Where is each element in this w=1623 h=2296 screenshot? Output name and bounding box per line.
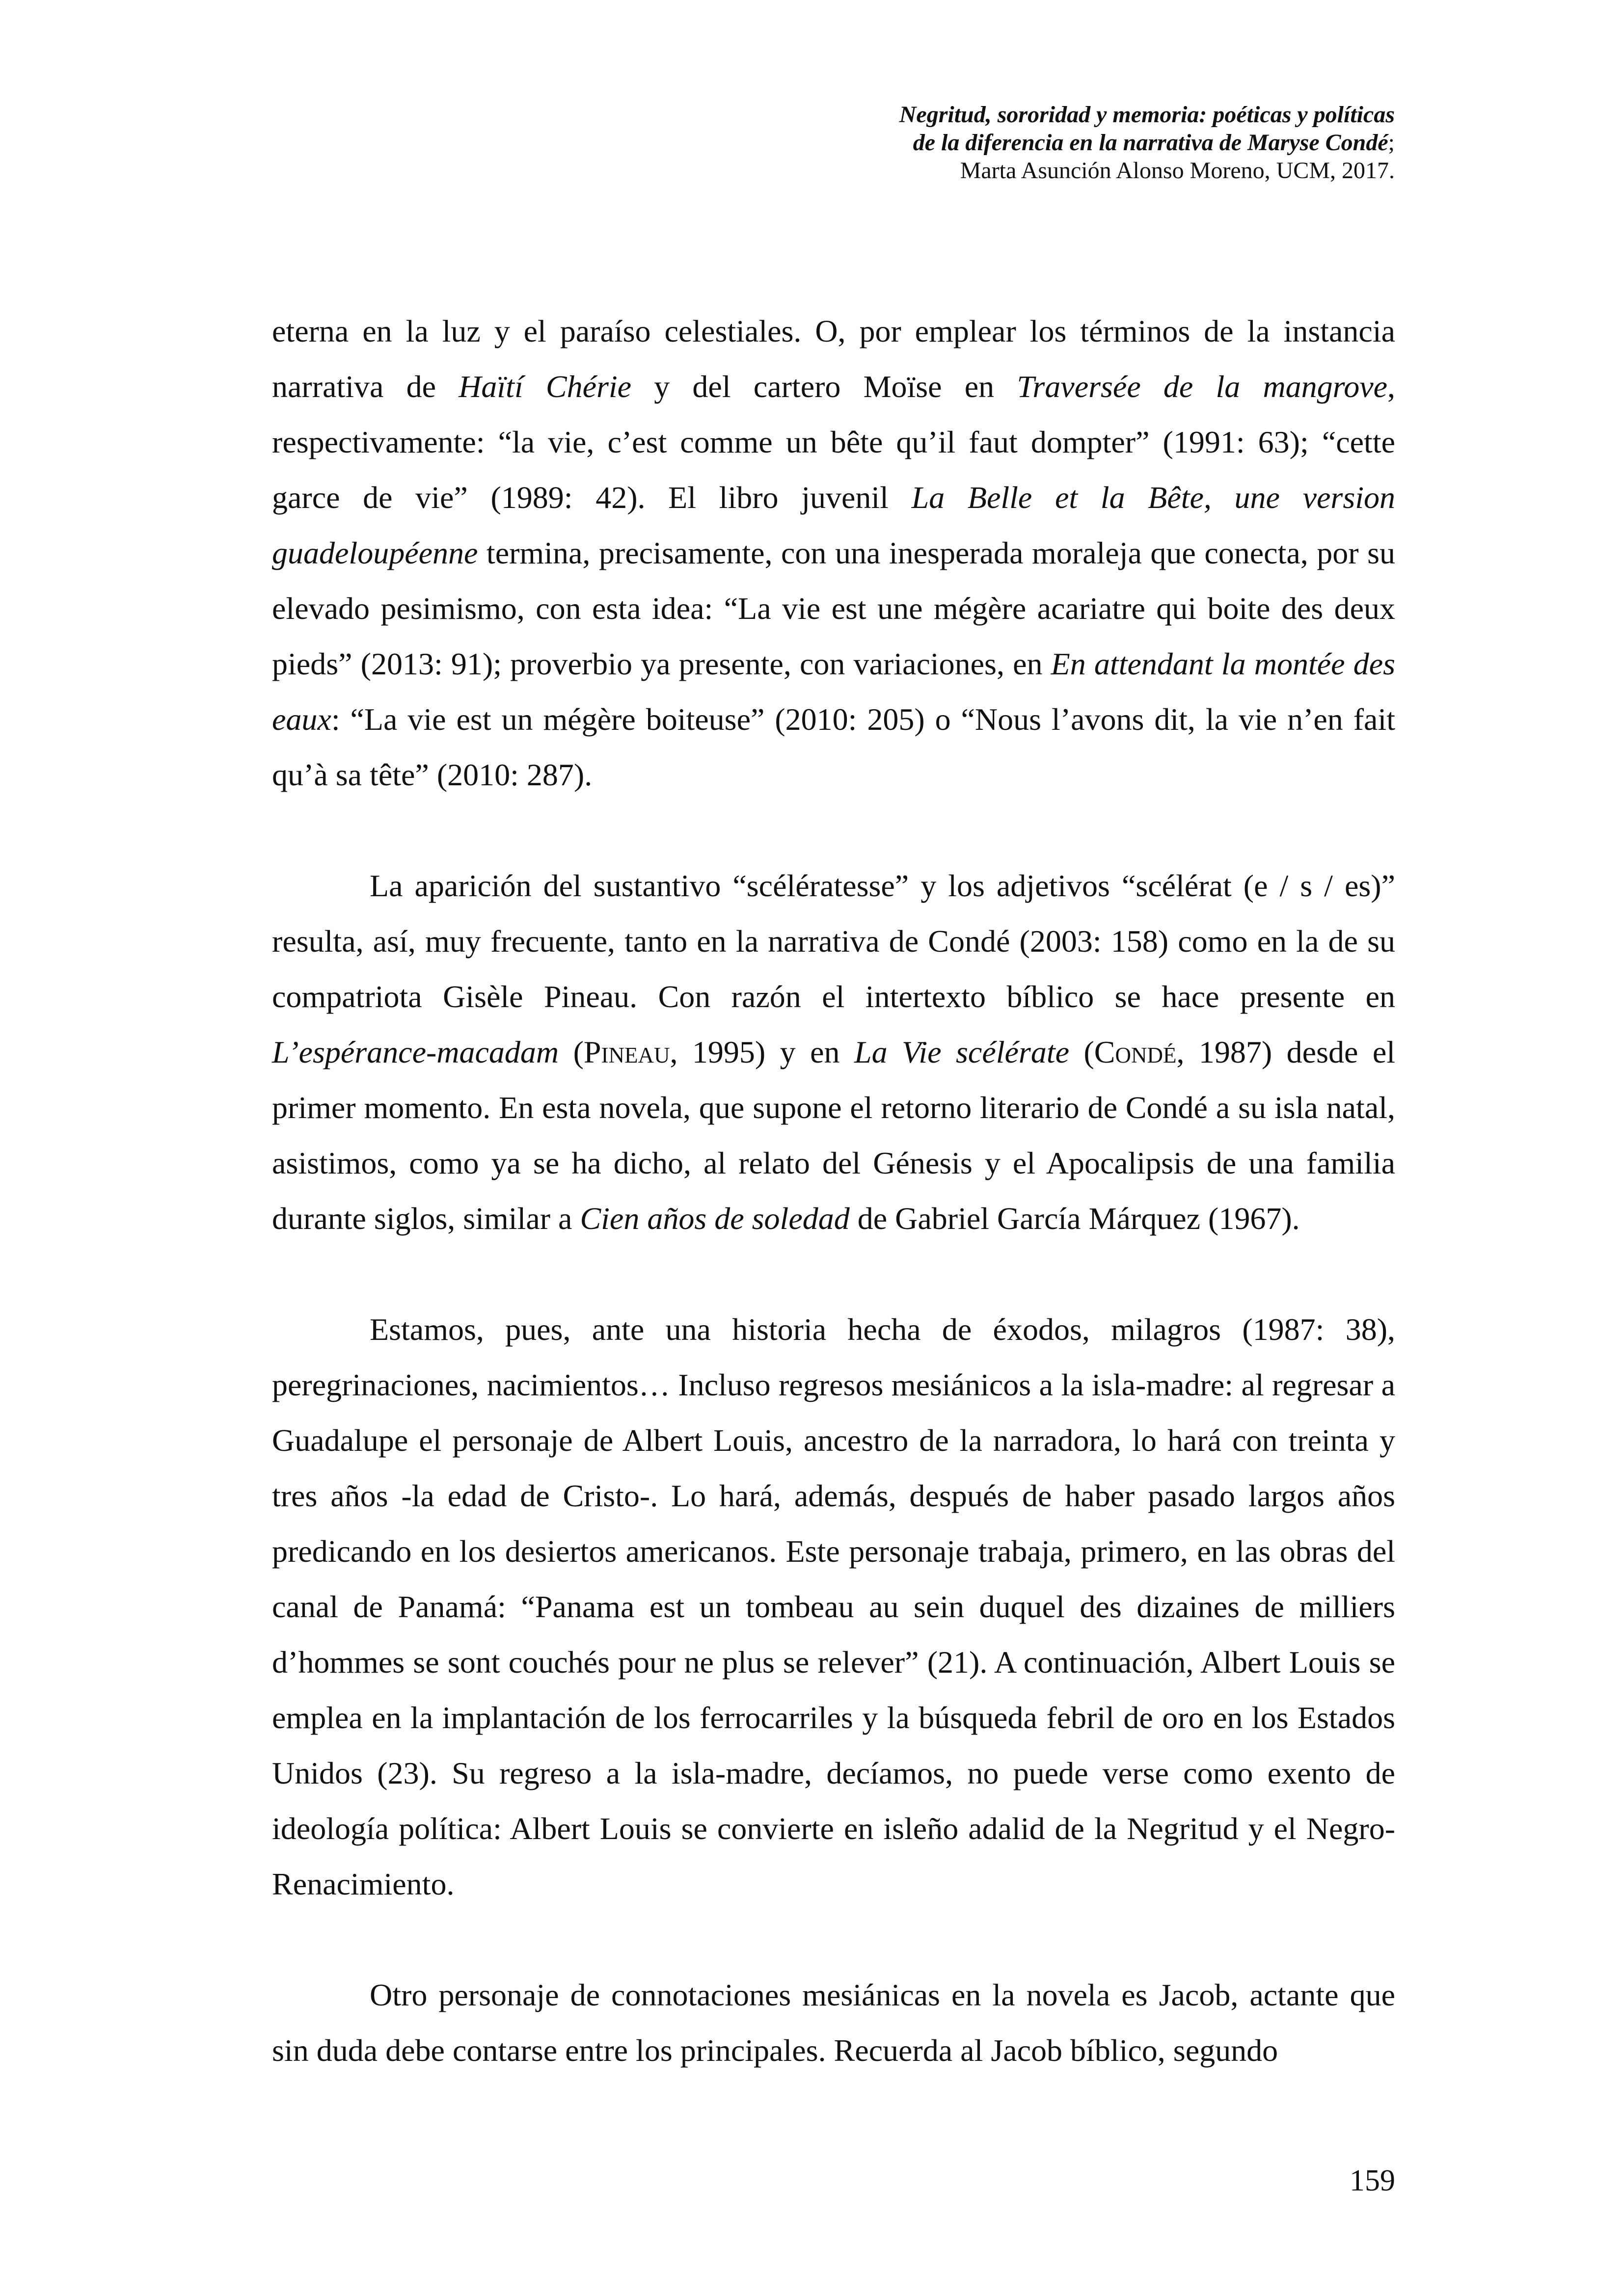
- text-run: , respectivamente: “la vie, c’est comme un bête qu’il faut dompter” (1991: 63); “cette garce de vie” (1989: 42). El libro juvenil: [272, 369, 1395, 515]
- text-run: (: [1069, 1035, 1094, 1069]
- italic-title: Traversée de la mangrove: [1017, 369, 1387, 404]
- small-caps-name: Condé: [1094, 1035, 1177, 1069]
- header-title-2: de la diferencia en la narrativa de Maryse Condé: [913, 130, 1388, 156]
- paragraph-p1: [272, 303, 1395, 802]
- text-run: termina, precisamente, con una inesperada moraleja que conecta, por su elevado pesimismo, con esta idea: “La vie est une mégère acariatre qui boite des deux pieds” (2013: 91); proverbio ya presente, con variaciones, en: [272, 535, 1395, 681]
- italic-title: L’espérance-macadam: [272, 1035, 559, 1069]
- text-run: La aparición del sustantivo “scélératesse” y los adjetivos “scélérat (e / s / es)” resulta, así, muy frecuente, tanto en la narrativa de Condé (2003: 158) como en la de su compatriota Gisèle Pineau. Con razón el intertexto bíblico se hace presente en: [272, 868, 1395, 1014]
- header-title-line-1: [899, 101, 1395, 129]
- header-title-2-tail: ;: [1388, 130, 1395, 156]
- italic-title: En attendant la montée des eaux: [272, 646, 1396, 737]
- italic-title: La Belle et la Bête, une version guadeloupéenne: [272, 480, 1396, 570]
- italic-title: La Vie scélérate: [854, 1035, 1070, 1069]
- text-run: , 1987) desde el primer momento. En esta novela, que supone el retorno literario de Condé a su isla natal, asistimos, como ya se ha dicho, al relato del Génesis y el Apocalipsis de una familia durante siglos, similar a: [272, 1035, 1396, 1236]
- body-text: [272, 303, 1395, 2134]
- italic-title: Cien años de soledad: [580, 1201, 850, 1236]
- header-title-1: Negritud, sororidad y memoria: poéticas y políticas: [899, 102, 1395, 128]
- paragraph-p3: [272, 1302, 1395, 1912]
- text-run: : “La vie est un mégère boiteuse” (2010: 205) o “Nous l’avons dit, la vie n’en fait qu’à sa tête” (2010: 287).: [272, 702, 1395, 792]
- text-run: Otro personaje de connotaciones mesiánicas en la novela es Jacob, actante que sin duda debe contarse entre los principales. Recuerda al Jacob bíblico, segundo: [272, 1977, 1395, 2068]
- header-author-line: Marta Asunción Alonso Moreno, UCM, 2017.: [960, 158, 1395, 184]
- paragraph-p2: [272, 858, 1395, 1246]
- small-caps-name: Pineau: [583, 1035, 670, 1069]
- page-number: 159: [1350, 2164, 1395, 2197]
- text-run: y del cartero Moïse en: [631, 369, 1017, 404]
- text-run: (: [559, 1035, 584, 1069]
- text-run: , 1995) y en: [670, 1035, 854, 1069]
- text-run: Estamos, pues, ante una historia hecha de éxodos, milagros (1987: 38), peregrinaciones, nacimientos… Incluso regresos mesiánicos a la isla-madre: al regresar a Guadalupe el personaje de Albert Louis, ancestro de la narradora, lo hará con treinta y tres años -la edad de Cristo-. Lo hará, además, después de haber pasado largos años predicando en los desiertos americanos. Este personaje trabaja, primero, en las obras del canal de Panamá: “Panama est un tombeau au sein duquel des dizaines de milliers d’hommes se sont couchés pour ne plus se relever” (21). A continuación, Albert Louis se emplea en la implantación de los ferrocarriles y la búsqueda febril de oro en los Estados Unidos (23). Su regreso a la isla-madre, decíamos, no puede verse como exento de ideología política: Albert Louis se convierte en isleño adalid de la Negritud y el Negro-Renacimiento.: [272, 1312, 1395, 1901]
- header-title-line-2: [899, 129, 1395, 157]
- text-run: eterna en la luz y el paraíso celestiales. O, por emplear los términos de la instancia narrativa de: [272, 314, 1395, 404]
- text-run: de Gabriel García Márquez (1967).: [849, 1201, 1300, 1236]
- italic-title: Haïtí Chérie: [459, 369, 632, 404]
- paragraph-p4: [272, 1967, 1395, 2078]
- running-header: [899, 101, 1395, 185]
